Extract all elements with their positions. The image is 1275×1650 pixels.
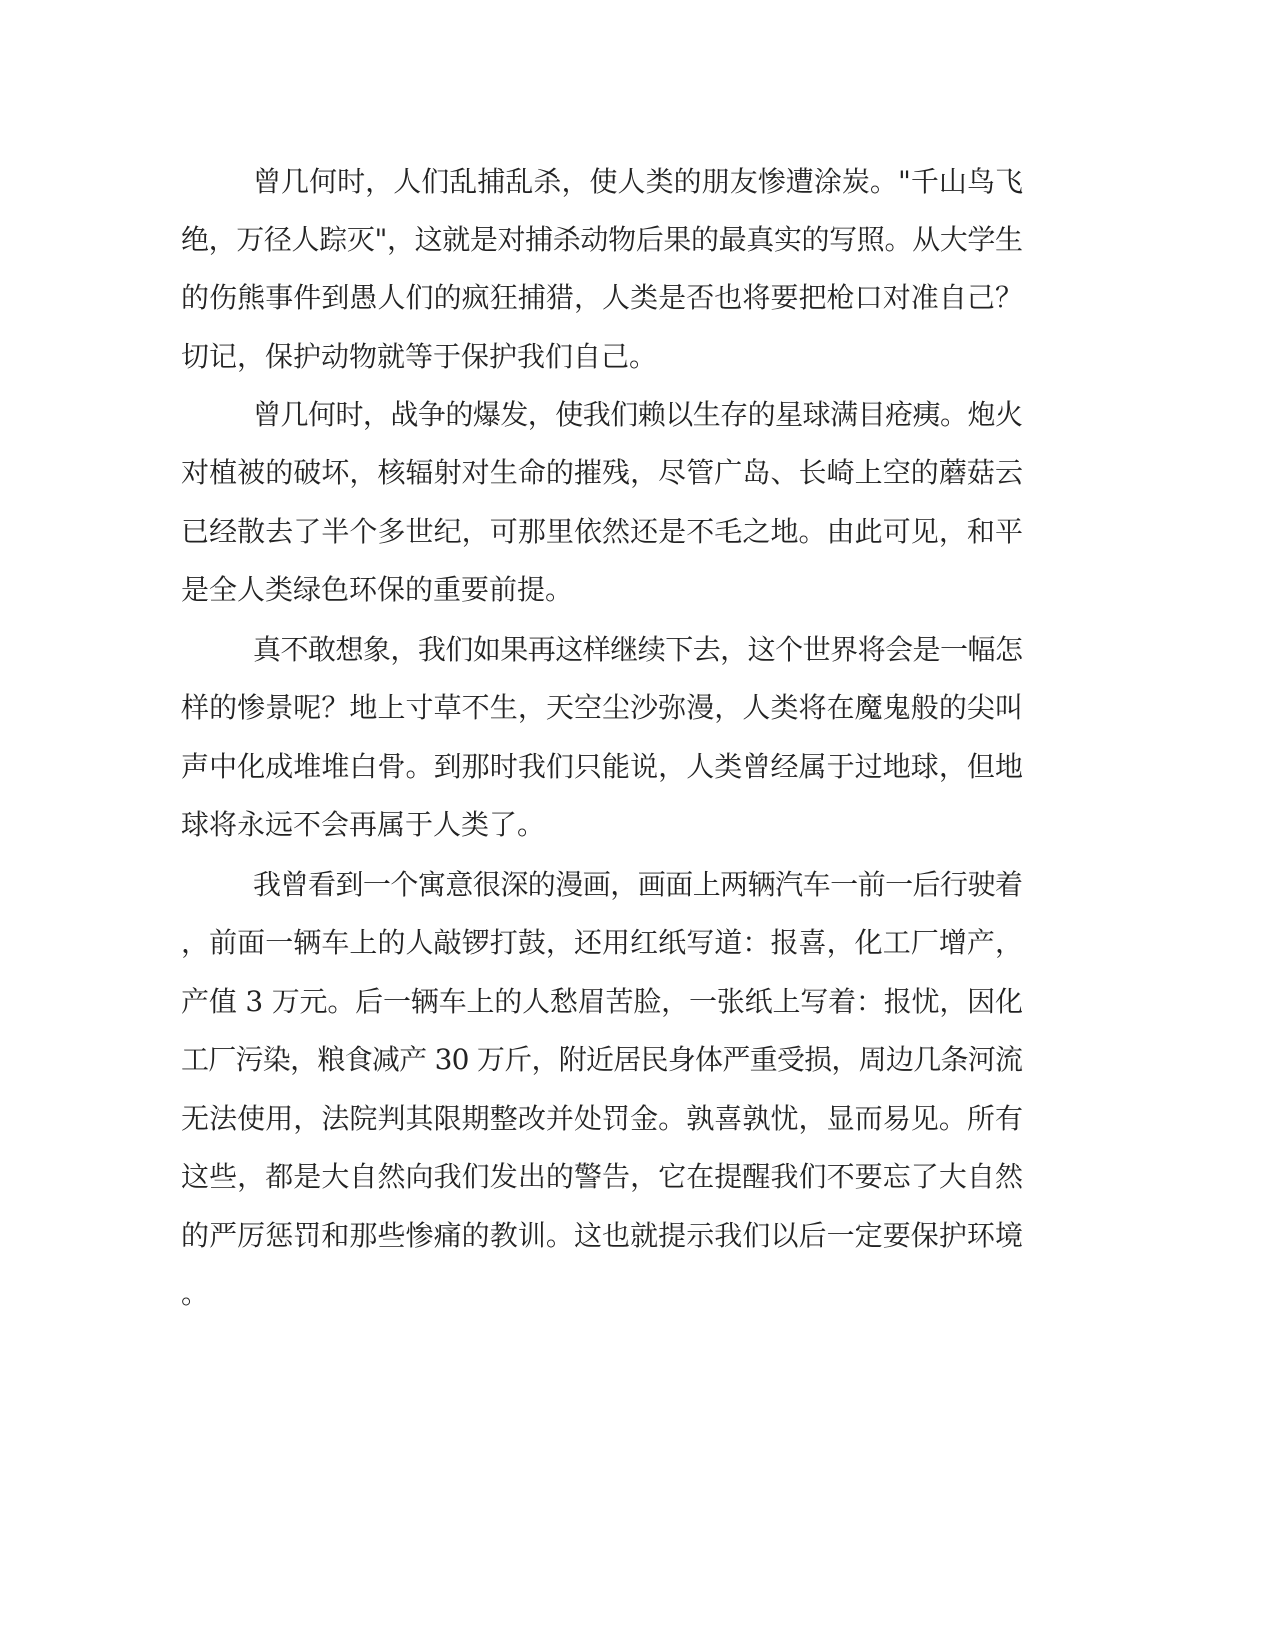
text-line: 曾几何时，战争的爆发，使我们赖以生存的星球满目疮痍。炮火: [253, 398, 1023, 431]
text-line: 是全人类绿色环保的重要前提。: [181, 573, 574, 606]
text-line: 真不敢想象，我们如果再这样继续下去，这个世界将会是一幅怎: [253, 633, 1023, 666]
text-line: 无法使用，法院判其限期整改并处罚金。孰喜孰忧，显而易见。所有: [181, 1102, 1024, 1135]
text-line: 这些，都是大自然向我们发出的警告，它在提醒我们不要忘了大自然: [181, 1160, 1024, 1193]
text-line: 样的惨景呢？地上寸草不生，天空尘沙弥漫，人类将在魔鬼般的尖叫: [181, 691, 1024, 724]
text-line: 。: [181, 1277, 210, 1310]
text-line: 曾几何时，人们乱捕乱杀，使人类的朋友惨遭涂炭。"千山鸟飞: [253, 165, 1024, 198]
text-line: 切记，保护动物就等于保护我们自己。: [181, 340, 658, 373]
text-line: 球将永远不会再属于人类了。: [181, 808, 546, 841]
text-line: 工厂污染，粮食减产 30 万斤，附近居民身体严重受损，周边几条河流: [181, 1043, 1023, 1076]
text-line: 的伤熊事件到愚人们的疯狂捕猎，人类是否也将要把枪口对准自己？: [181, 281, 1024, 314]
text-line: 我曾看到一个寓意很深的漫画，画面上两辆汽车一前一后行驶着: [253, 868, 1023, 901]
text-line: ，前面一辆车上的人敲锣打鼓，还用红纸写道：报喜，化工厂增产，: [181, 926, 1024, 959]
text-line: 绝，万径人踪灭"，这就是对捕杀动物后果的最真实的写照。从大学生: [181, 223, 1023, 256]
text-line: 已经散去了半个多世纪，可那里依然还是不毛之地。由此可见，和平: [181, 515, 1024, 548]
text-line: 产值 3 万元。后一辆车上的人愁眉苦脸，一张纸上写着：报忧，因化: [181, 985, 1023, 1018]
text-line: 的严厉惩罚和那些惨痛的教训。这也就提示我们以后一定要保护环境: [181, 1219, 1024, 1252]
text-line: 对植被的破坏，核辐射对生命的摧残，尽管广岛、长崎上空的蘑菇云: [181, 456, 1024, 489]
text-line: 声中化成堆堆白骨。到那时我们只能说，人类曾经属于过地球，但地: [181, 750, 1024, 783]
